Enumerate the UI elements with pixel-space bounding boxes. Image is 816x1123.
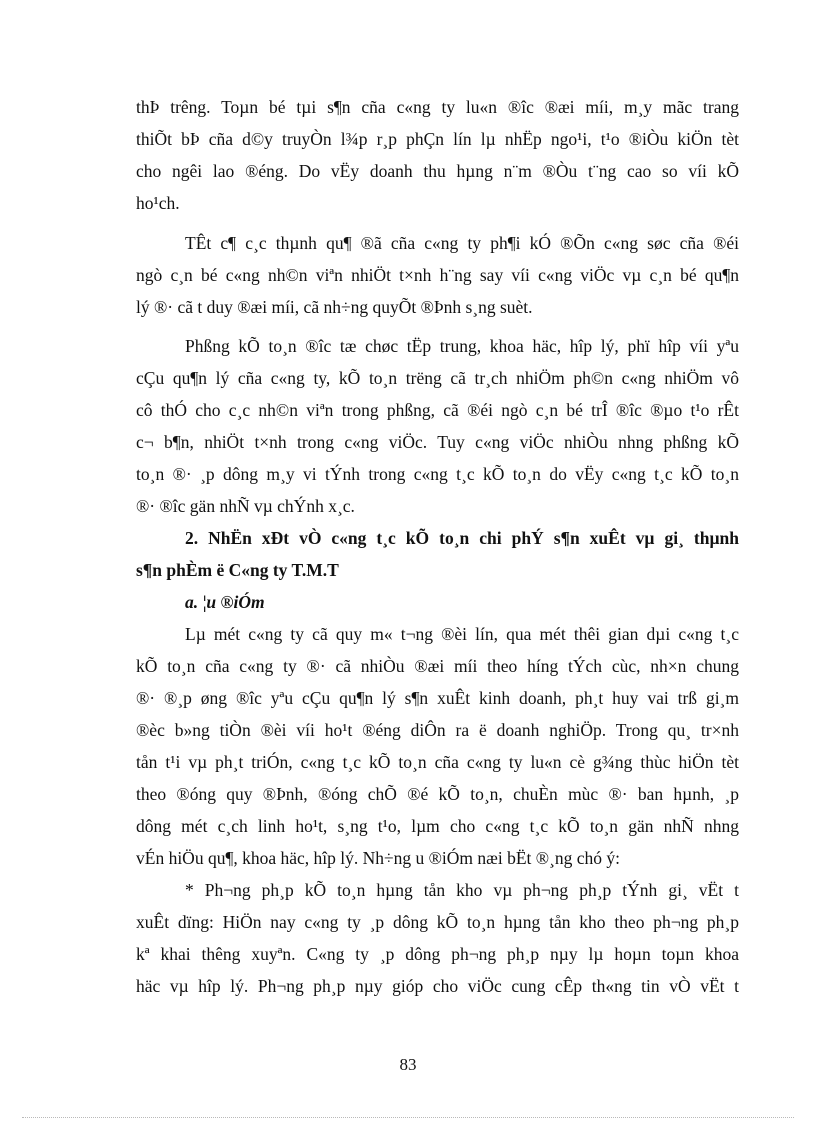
body-line: ho¹ch. xyxy=(136,193,180,213)
body-line: dông mét c¸ch linh ho¹t, s¸ng t¹o, lµm cho c«ng t¸c kÕ to¸n gän nhÑ nhng xyxy=(136,816,739,836)
body-line: cô thÓ cho c¸c nh©n viªn trong phßng, cã ®éi ngò c¸n bé trÎ ®îc ®µo t¹o rÊt xyxy=(136,400,739,420)
paragraph-first-line: Lµ mét c«ng ty cã quy m« t¬ng ®èi lín, qua mét thêi gian dµi c«ng t¸c xyxy=(185,624,739,644)
body-line: cho ngêi lao ®éng. Do vËy doanh thu hµng n¨m ®Òu t¨ng cao so víi kÕ xyxy=(136,161,739,181)
body-line: ®èc b»ng tiÒn ®èi víi ho¹t ®éng diÔn ra ë doanh nghiÖp. Trong qu¸ tr×nh xyxy=(136,720,739,740)
paragraph-first-line: * Ph¬ng ph¸p kÕ to¸n hµng tån kho vµ ph¬ng ph¸p tÝnh gi¸ vËt t xyxy=(185,880,739,900)
body-line: ®· ®¸p øng ®îc yªu cÇu qu¶n lý s¶n xuÊt kinh doanh, ph¸t huy vai trß gi¸m xyxy=(136,688,739,708)
body-line: thiÕt bÞ cña d©y truyÒn l¾p r¸p phÇn lín lµ nhËp ngo¹i, t¹o ®iÒu kiÖn tèt xyxy=(136,129,739,149)
page-bottom-border xyxy=(22,1117,794,1118)
body-line: vÉn hiÖu qu¶, khoa häc, hîp lý. Nh÷ng u ®iÓm næi bËt ®¸ng chó ý: xyxy=(136,848,621,868)
body-line: häc vµ hîp lý. Ph¬ng ph¸p nµy gióp cho viÖc cung cÊp th«ng tin vÒ vËt t xyxy=(136,976,739,996)
page-number: 83 xyxy=(399,1055,417,1074)
body-line: xuÊt dïng: HiÖn nay c«ng ty ¸p dông kÕ to¸n hµng tån kho theo ph¬ng ph¸p xyxy=(136,912,739,932)
paragraph-first-line: TÊt c¶ c¸c thµnh qu¶ ®ã cña c«ng ty ph¶i kÓ ®Õn c«ng søc cña ®éi xyxy=(185,233,739,253)
section-heading-cont: s¶n phÈm ë C«ng ty T.M.T xyxy=(136,560,339,580)
body-line: thÞ trêng. Toµn bé tµi s¶n cña c«ng ty lu«n ®îc ®æi míi, m¸y mãc trang xyxy=(136,97,739,117)
body-line: to¸n ®· ¸p dông m¸y vi tÝnh trong c«ng t¸c kÕ to¸n do vËy c«ng t¸c kÕ to¸n xyxy=(136,464,739,484)
body-line: cÇu qu¶n lý cña c«ng ty, kÕ to¸n trëng cã tr¸ch nhiÖm ph©n c«ng nhiÖm vô xyxy=(136,368,739,388)
body-line: ngò c¸n bé c«ng nh©n viªn nhiÖt t×nh h¨ng say víi c«ng viÖc vµ c¸n bé qu¶n xyxy=(136,265,739,285)
body-line: kÕ to¸n cña c«ng ty ®· cã nhiÒu ®æi míi theo híng tÝch cùc, nh×n chung xyxy=(136,656,739,676)
body-line: tån t¹i vµ ph¸t triÓn, c«ng t¸c kÕ to¸n cña c«ng ty lu«n cè g¾ng thùc hiÖn tèt xyxy=(136,752,739,772)
paragraph-first-line: Phßng kÕ to¸n ®îc tæ chøc tËp trung, khoa häc, hîp lý, phï hîp víi yªu xyxy=(185,336,739,356)
body-line: ®· ®îc gän nhÑ vµ chÝnh x¸c. xyxy=(136,496,355,516)
section-heading: 2. NhËn xÐt vÒ c«ng t¸c kÕ to¸n chi phÝ s¶n xuÊt vµ gi¸ thµnh xyxy=(185,528,739,548)
body-line: kª khai thêng xuyªn. C«ng ty ¸p dông ph¬ng ph¸p nµy lµ hoµn toµn khoa xyxy=(136,944,739,964)
body-line: c¬ b¶n, nhiÖt t×nh trong c«ng viÖc. Tuy c«ng viÖc nhiÒu nhng phßng kÕ xyxy=(136,432,739,452)
body-line: lý ®· cã t duy ®æi míi, cã nh÷ng quyÕt ®Þnh s¸ng suèt. xyxy=(136,297,533,317)
body-line: theo ®óng quy ®Þnh, ®óng chÕ ®é kÕ to¸n, chuÈn mùc ®· ban hµnh, ¸p xyxy=(136,784,739,804)
subsection-heading: a. ¦u ®iÓm xyxy=(185,592,265,612)
